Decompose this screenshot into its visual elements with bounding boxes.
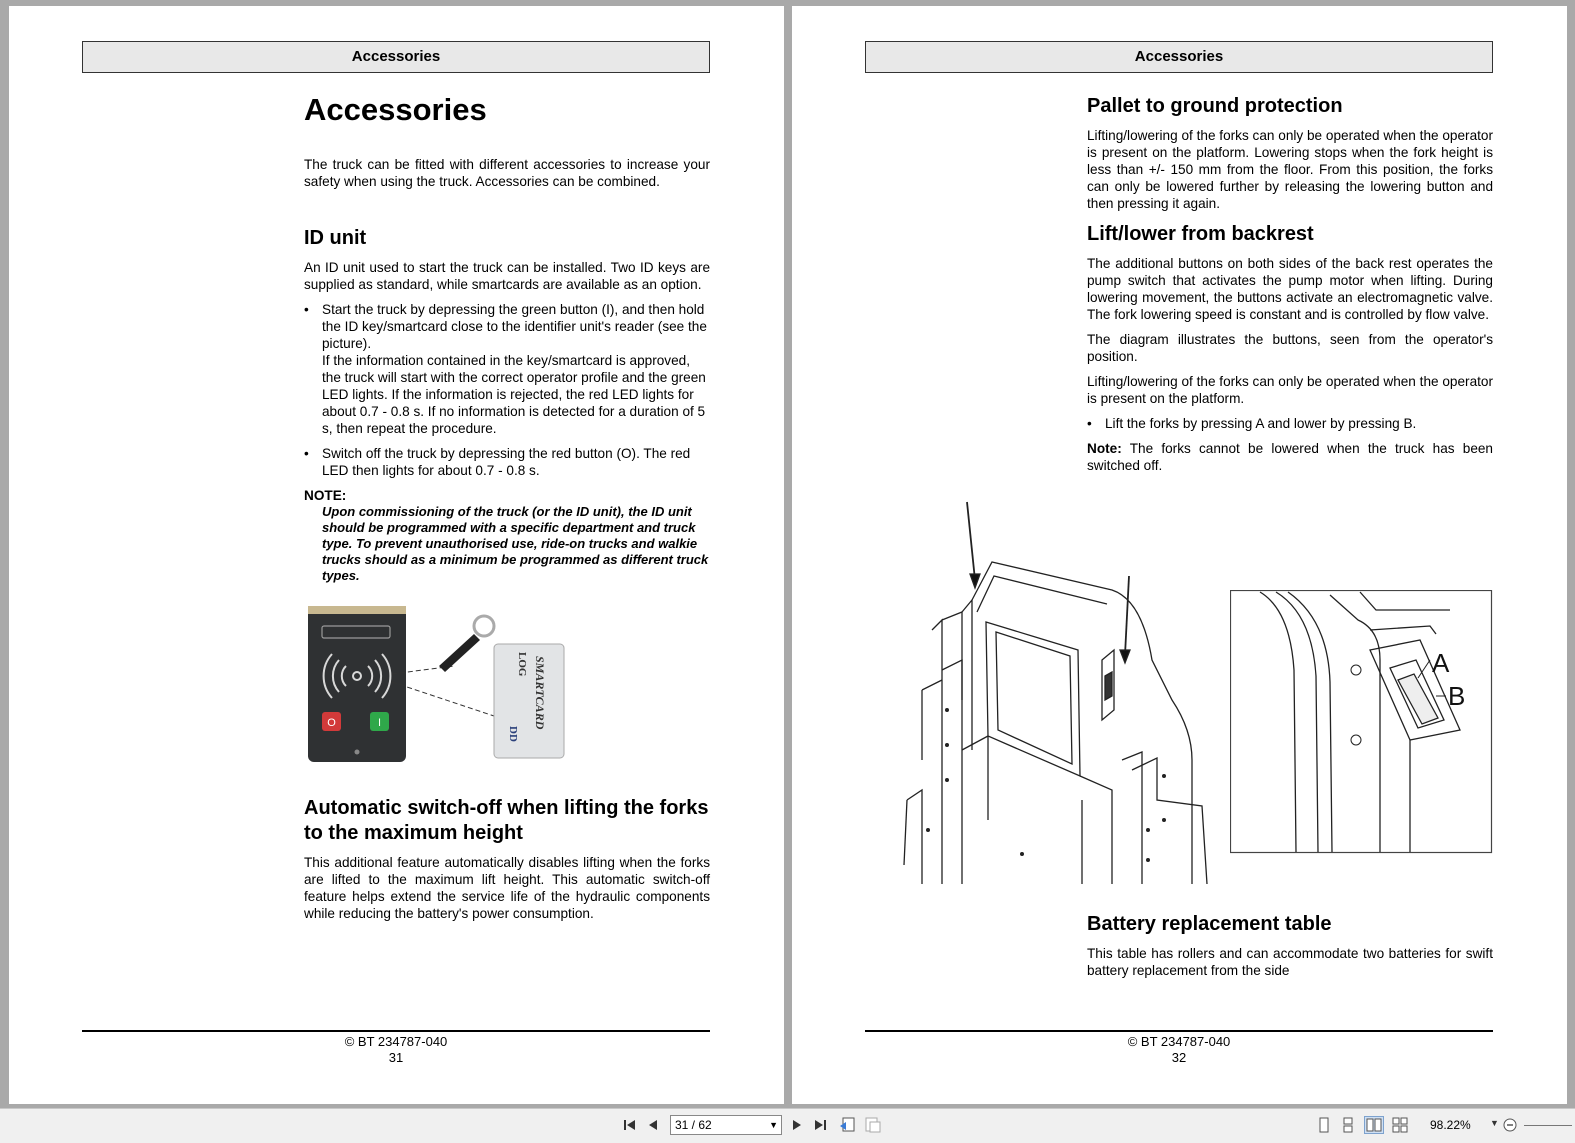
last-page-icon[interactable] [812,1117,828,1133]
label-a: A [1432,648,1450,678]
battery-heading: Battery replacement table [1087,913,1332,935]
svg-text:O: O [327,717,336,729]
pallet-text: Lifting/lowering of the forks can only be operated when the operator is present on the platform. Lowering stops when the fork height is less than +/- 150 mm from the floor. From this position, the forks can only be lowered further by releasing the lowering button and then pressing it again. [1087,128,1493,211]
battery-text: This table has rollers and can accommodate two batteries for swift battery replacement from the side [1087,946,1493,978]
auto-switch-heading: Automatic switch-off when lifting the forks to the maximum height [304,797,709,844]
bullet-dot: • [1087,416,1092,431]
bullet-text: Start the truck by depressing the green button (I), and then hold the ID key/smartcard close to the identifier unit's reader (see the picture). [322,302,707,351]
footer-copyright: © BT 234787-040 [344,1034,448,1049]
single-page-view-icon[interactable] [1314,1116,1334,1134]
next-page-icon[interactable] [790,1117,804,1133]
svg-text:LOG: LOG [516,652,528,677]
backrest-diagram [902,500,1222,884]
id-key-icon [439,616,494,672]
previous-page-icon[interactable] [646,1117,660,1133]
continuous-view-icon[interactable] [1338,1116,1358,1134]
page-footer [865,1034,1493,1066]
reader-body [308,606,406,762]
svg-text:DD: DD [507,726,519,742]
facing-view-icon[interactable] [1364,1116,1384,1134]
auto-switch-text: This additional feature automatically disables lifting when the forks are lifted to the maximum lift height. This automatic switch-off feature helps extend the service life of the hydraulic components while reducing the battery's power consumption. [304,855,710,921]
main-column [304,92,710,584]
lift-note [1087,440,1493,474]
svg-text:I: I [377,717,382,729]
go-back-icon[interactable] [838,1116,856,1134]
battery-section [1087,912,1493,979]
page-31 [9,6,784,1104]
zoom-dropdown-icon[interactable]: ▼ [1490,1118,1499,1128]
auto-switch-section [304,796,710,922]
bullet-text-continued: If the information contained in the key/smartcard is approved, the truck will start with the correct operator profile and the green LED lights. If the information is rejected, the red LED lights for about 0.7 - 0.8 s. If no information is detected for a duration of 5 s, then repeat the procedure. [322,353,706,436]
viewer-toolbar [0,1108,1575,1143]
page-number: 32 [1171,1050,1187,1065]
list-item [304,301,710,437]
page-number: 31 [388,1050,404,1065]
list-item [1087,415,1493,432]
main-column [1087,94,1493,474]
note-text: Upon commissioning of the truck (or the ID unit), the ID unit should be programmed with a specific department and truck type. To prevent unauthorised use, ride-on trucks and walkie trucks should as a minimum be programmed as different truck types. [322,504,709,583]
page-32 [792,6,1567,1104]
bullet-dot: • [304,446,309,461]
bullet-text: Lift the forks by pressing A and lower by pressing B. [1105,416,1417,431]
chevron-down-icon[interactable]: ▼ [769,1120,778,1130]
pallet-heading: Pallet to ground protection [1087,95,1343,117]
footer-divider [865,1030,1493,1032]
page-header: Accessories [82,41,710,73]
lift-operator-text: Lifting/lowering of the forks can only be operated when the operator is present on the platform. [1087,374,1493,406]
lift-heading: Lift/lower from backrest [1087,223,1314,245]
lift-text: The additional buttons on both sides of the back rest operates the pump switch that activates the pump motor when lifting. During lowering movement, the buttons activate an electromagnetic valve. The fork lowering speed is constant and is controlled by flow valve. [1087,256,1493,322]
button-detail-diagram [1230,590,1493,854]
page-header: Accessories [865,41,1493,73]
footer-copyright: © BT 234787-040 [1127,1034,1231,1049]
intro-paragraph: The truck can be fitted with different accessories to increase your safety when using the truck. Accessories can be combined. [304,157,710,189]
id-unit-heading: ID unit [304,227,367,249]
footer-divider [82,1030,710,1032]
note-label: Note: [1087,441,1122,456]
id-unit-text: An ID unit used to start the truck can be installed. Two ID keys are supplied as standard, while smartcards are available as an option. [304,260,710,292]
page-number-field[interactable] [670,1115,782,1135]
list-item [304,445,710,479]
smartcard-image [494,644,564,758]
svg-text:SMARTCARD: SMARTCARD [533,656,547,730]
continuous-facing-view-icon[interactable] [1390,1116,1410,1134]
page-number-value: 31 / 62 [675,1118,712,1132]
diagram-description: The diagram illustrates the buttons, seen from the operator's position. [1087,332,1493,364]
zoom-slider[interactable] [1524,1125,1572,1126]
go-forward-icon[interactable] [864,1116,882,1134]
zoom-level[interactable]: 98.22% [1430,1118,1471,1132]
bullet-dot: • [304,302,309,317]
label-b: B [1448,681,1466,711]
bullet-text: Switch off the truck by depressing the red button (O). The red LED then lights for about 0.7 - 0.8 s. [322,446,691,478]
note-text: The forks cannot be lowered when the truck has been switched off. [1087,441,1493,473]
id-unit-photo [304,604,584,766]
zoom-out-icon[interactable] [1502,1117,1518,1133]
note-label: NOTE: [304,488,347,503]
page-title: Accessories [304,92,487,127]
first-page-icon[interactable] [622,1117,638,1133]
page-footer [82,1034,710,1066]
